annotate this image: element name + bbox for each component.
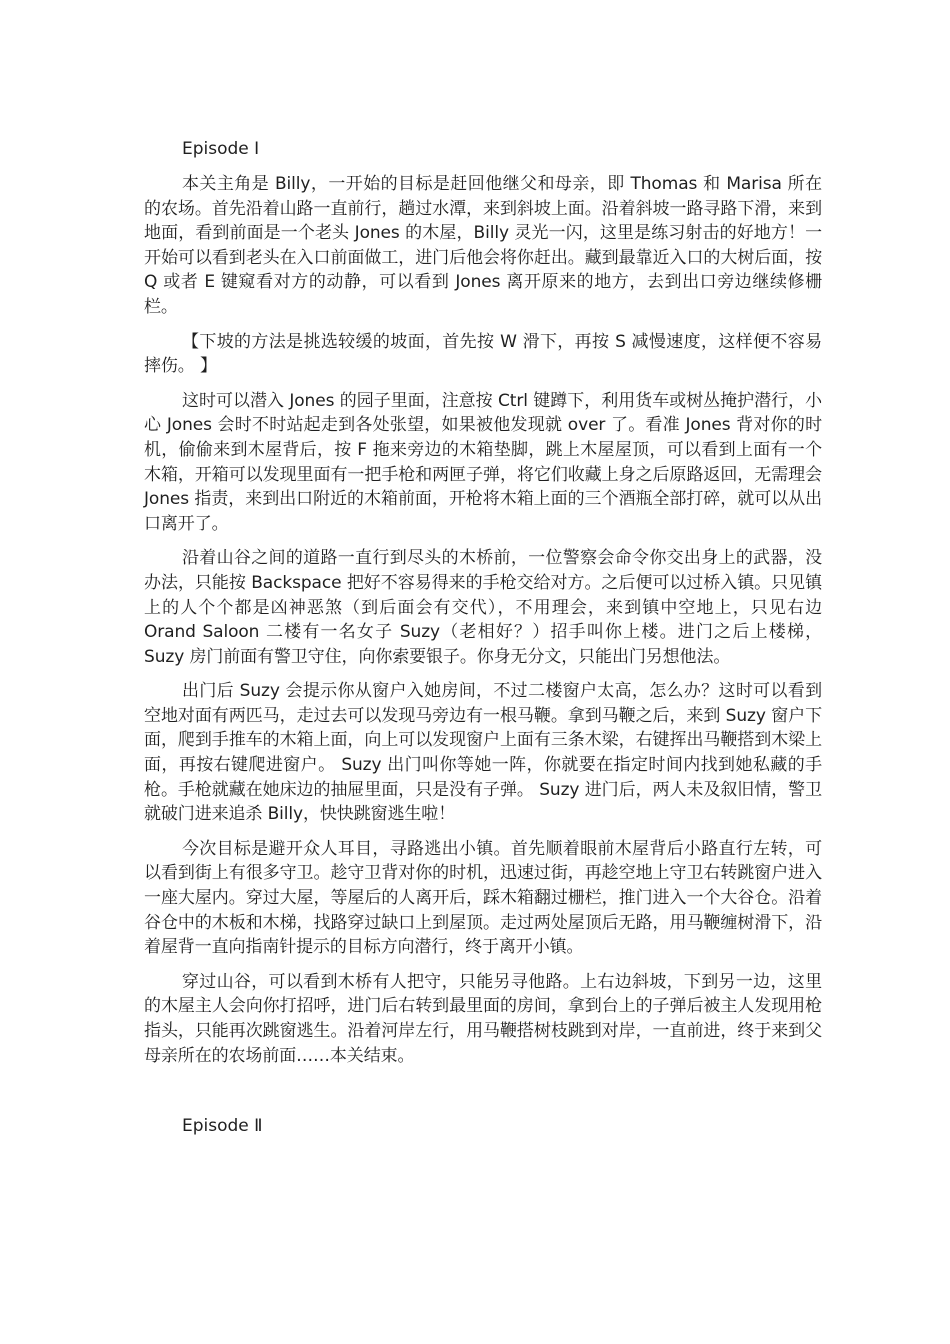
paragraph-sneak-jones: 这时可以潜入 Jones 的园子里面，注意按 Ctrl 键蹲下，利用货车或树丛掩护潜行，小心 Jones 会时不时站起走到各处张望，如果被他发现就 over 了。看准 Jones 背对你的时机，偷偷来到木屋背后，按 F 拖来旁边的木箱垫脚，跳上木屋屋顶，可以看到上面有一个木箱，开箱可以发现里面有一把手枪和两匣子弹，将它们收藏上身之后原路返回，无需理会 Jones 指责，来到出口附近的木箱前面，开枪将木箱上面的三个酒瓶全部打碎，就可以从出口离开了。 (144, 390, 822, 534)
episode-1-heading: Episode I (182, 139, 260, 159)
episode-2-heading: Episode Ⅱ (182, 1116, 263, 1137)
paragraph-intro: 本关主角是 Billy，一开始的目标是赶回他继父和母亲，即 Thomas 和 Marisa 所在的农场。首先沿着山路一直前行，趟过水潭，来到斜坡上面。沿着斜坡一路寻路下滑，来到地面，看到前面是一个老头 Jones 的木屋，Billy 灵光一闪，这里是练习射击的好地方！一开始可以看到老头在入口前面做工，进门后他会将你赶出。藏到最靠近入口的大树后面，按 Q 或者 E 键窥看对方的动静，可以看到 Jones 离开原来的地方，去到出口旁边继续修栅栏。 (144, 174, 822, 317)
document-body (144, 136, 822, 1139)
paragraph-downhill-tip: 【下坡的方法是挑选较缓的坡面，首先按 W 滑下，再按 S 减慢速度，这样便不容易摔伤。 】 (144, 331, 822, 377)
paragraph-enter-town: 沿着山谷之间的道路一直行到尽头的木桥前，一位警察会命令你交出身上的武器，没办法，只能按 Backspace 把好不容易得来的手枪交给对方。之后便可以过桥入镇。只见镇上的人个个都是凶神恶煞（到后面会有交代），不用理会，来到镇中空地上，只见右边 Orand Saloon 二楼有一名女子 Suzy（老相好？）招手叫你上楼。进门之后上楼梯，Suzy 房门前面有警卫守住，向你索要银子。你身无分文，只能出门另想他法。 (144, 548, 822, 667)
paragraph-valley-farm: 穿过山谷，可以看到木桥有人把守，只能另寻他路。上右边斜坡，下到另一边，这里的木屋主人会向你打招呼，进门后右转到最里面的房间，拿到台上的子弹后被主人发现用枪指头，只能再次跳窗逃生。沿着河岸左行，用马鞭搭树枝跳到对岸，一直前进，终于来到父母亲所在的农场前面……本关结束。 (144, 971, 822, 1066)
paragraph-escape-town: 今次目标是避开众人耳目，寻路逃出小镇。首先顺着眼前木屋背后小路直行左转，可以看到街上有很多守卫。趁守卫背对你的时机，迅速过街，再趁空地上守卫右转跳窗户进入一座大屋内。穿过大屋，等屋后的人离开后，踩木箱翻过栅栏，推门进入一个大谷仓。沿着谷仓中的木板和木梯，找路穿过缺口上到屋顶。走过两处屋顶后无路，用马鞭缠树滑下，沿着屋背一直向指南针提示的目标方向潜行，终于离开小镇。 (144, 838, 822, 958)
paragraph-suzy-window: 出门后 Suzy 会提示你从窗户入她房间，不过二楼窗户太高，怎么办？这时可以看到空地对面有两匹马，走过去可以发现马旁边有一根马鞭。拿到马鞭之后，来到 Suzy 窗户下面，爬到手推车的木箱上面，向上可以发现窗户上面有三条木梁，右键挥出马鞭搭到木梁上面，再按右键爬进窗户。 Suzy 出门叫你等她一阵，你就要在指定时间内找到她私藏的手枪。手枪就藏在她床边的抽屉里面，只是没有子弹。 Suzy 进门后，两人未及叙旧情，警卫就破门进来追杀 Billy，快快跳窗逃生啦！ (144, 681, 822, 825)
